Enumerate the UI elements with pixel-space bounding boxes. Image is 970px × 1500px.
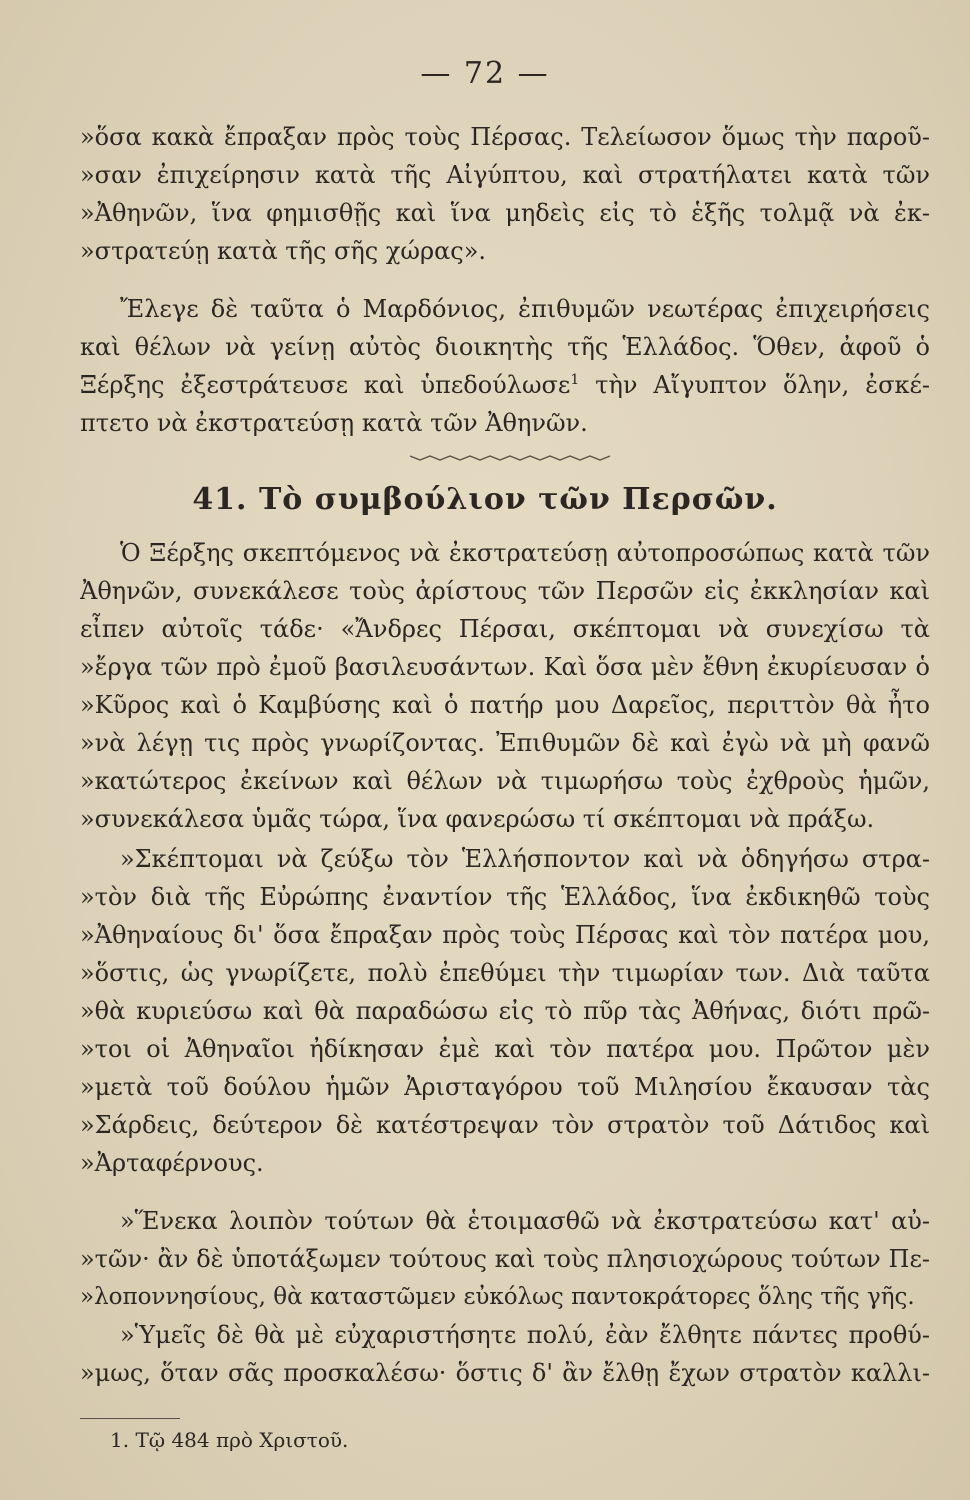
- text-line: εἶπεν αὐτοῖς τάδε· «Ἄνδρες Πέρσαι, σκέπτομαι νὰ συνεχίσω τὰ: [80, 615, 930, 643]
- text-line: Ὁ Ξέρξης σκεπτόμενος νὰ ἐκστρατεύσῃ αὐτοπροσώπως κατὰ τῶν: [120, 539, 930, 567]
- text-line: »ἔργα τῶν πρὸ ἐμοῦ βασιλευσάντων. Καὶ ὅσα μὲν ἔθνη ἐκυρίευσαν ὁ: [80, 653, 930, 681]
- paragraph-1: [80, 118, 930, 270]
- footnote-marker: 1: [570, 372, 580, 388]
- text-line: »τῶν· ἂν δὲ ὑποτάξωμεν τούτους καὶ τοὺς πλησιοχώρους τούτων Πε-: [80, 1245, 930, 1273]
- text-line: »τοι οἱ Ἀθηναῖοι ἠδίκησαν ἐμὲ καὶ τὸν πατέρα μου. Πρῶτον μὲν: [80, 1035, 930, 1063]
- paragraph-4: [80, 840, 930, 1182]
- text-line: »κατώτερος ἐκείνων καὶ θέλων νὰ τιμωρήσω τοὺς ἐχθροὺς ἡμῶν,: [80, 767, 930, 795]
- text-line: »σαν ἐπιχείρησιν κατὰ τῆς Αἰγύπτου, καὶ στρατήλατει κατὰ τῶν: [80, 161, 930, 189]
- text-line: »μως, ὅταν σᾶς προσκαλέσω· ὅστις δ' ἂν ἔλθῃ ἔχων στρατὸν καλλι-: [80, 1359, 930, 1387]
- text-line: »Σκέπτομαι νὰ ζεύξω τὸν Ἑλλήσποντον καὶ νὰ ὁδηγήσω στρα-: [120, 845, 930, 873]
- paragraph-3: [80, 534, 930, 838]
- text-line: »στρατεύῃ κατὰ τῆς σῆς χώρας».: [80, 237, 487, 265]
- text-line: »ὅστις, ὡς γνωρίζετε, πολὺ ἐπεθύμει τὴν τιμωρίαν των. Διὰ ταῦτα: [80, 959, 930, 987]
- text-line: »Ἀρταφέρνους.: [80, 1149, 264, 1177]
- text-line: »θὰ κυριεύσω καὶ θὰ παραδώσω εἰς τὸ πῦρ τὰς Ἀθήνας, διότι πρῶ-: [80, 997, 930, 1025]
- text-line: »νὰ λέγῃ τις πρὸς γνωρίζοντας. Ἐπιθυμῶν δὲ καὶ ἐγὼ νὰ μὴ φανῶ: [80, 729, 930, 757]
- paragraph-5: [80, 1202, 930, 1316]
- text-line: »Ἀθηναίους δι' ὅσα ἔπραξαν πρὸς τοὺς Πέρσας καὶ τὸν πατέρα μου,: [80, 921, 930, 949]
- text-line: πτετο νὰ ἐκστρατεύσῃ κατὰ τῶν Ἀθηνῶν.: [80, 409, 588, 437]
- paragraph-2: [80, 290, 930, 442]
- text-line: »Σάρδεις, δεύτερον δὲ κατέστρεψαν τὸν στρατὸν τοῦ Δάτιδος καὶ: [80, 1111, 930, 1139]
- text-line: »Κῦρος καὶ ὁ Καμβύσης καὶ ὁ πατήρ μου Δαρεῖος, περιττὸν θὰ ἦτο: [80, 691, 930, 719]
- paragraph-6: [80, 1316, 930, 1392]
- text-line: »λοποννησίους, θὰ καταστῶμεν εὐκόλως παντοκράτορες ὅλης τῆς γῆς.: [80, 1284, 915, 1310]
- footnote-divider: [80, 1418, 180, 1419]
- text-line: καὶ θέλων νὰ γείνῃ αὐτὸς διοικητὴς τῆς Ἑλλάδος. Ὅθεν, ἀφοῦ ὁ: [80, 333, 930, 361]
- text-line: [80, 366, 930, 404]
- text-line: »συνεκάλεσα ὑμᾶς τώρα, ἵνα φανερώσω τί σκέπτομαι νὰ πράξω.: [80, 805, 875, 833]
- text-line: »Ἀθηνῶν, ἵνα φημισθῇς καὶ ἵνα μηδεὶς εἰς τὸ ἑξῆς τολμᾷ νὰ ἐκ-: [80, 199, 930, 227]
- section-title: 41. Τὸ συμβούλιον τῶν Περσῶν.: [192, 482, 778, 517]
- text-line: Ἀθηνῶν, συνεκάλεσε τοὺς ἀρίστους τῶν Περσῶν εἰς ἐκκλησίαν καὶ: [80, 577, 930, 605]
- ornament-divider: [410, 450, 610, 466]
- page-number: — 72 —: [420, 56, 550, 91]
- text-fragment: Ξέρξης ἐξεστράτευσε καὶ ὑπεδούλωσε: [80, 371, 571, 399]
- text-line: »τὸν διὰ τῆς Εὐρώπης ἐναντίον τῆς Ἑλλάδος, ἵνα ἐκδικηθῶ τοὺς: [80, 883, 930, 911]
- text-line: »Ὑμεῖς δὲ θὰ μὲ εὐχαριστήσητε πολύ, ἐὰν ἔλθητε πάντες προθύ-: [120, 1321, 930, 1349]
- text-line: Ἔλεγε δὲ ταῦτα ὁ Μαρδόνιος, ἐπιθυμῶν νεωτέρας ἐπιχειρήσεις: [120, 295, 930, 323]
- footnote: 1. Τῷ 484 πρὸ Χριστοῦ.: [110, 1428, 349, 1452]
- text-line: »μετὰ τοῦ δούλου ἡμῶν Ἀρισταγόρου τοῦ Μιλησίου ἔκαυσαν τὰς: [80, 1073, 930, 1101]
- text-line: »ὅσα κακὰ ἔπραξαν πρὸς τοὺς Πέρσας. Τελείωσον ὅμως τὴν παροῦ-: [80, 123, 930, 151]
- text-fragment: τὴν Αἴγυπτον ὅλην, ἐσκέ-: [579, 371, 930, 399]
- text-line: »Ἕνεκα λοιπὸν τούτων θὰ ἑτοιμασθῶ νὰ ἐκστρατεύσω κατ' αὐ-: [120, 1207, 930, 1235]
